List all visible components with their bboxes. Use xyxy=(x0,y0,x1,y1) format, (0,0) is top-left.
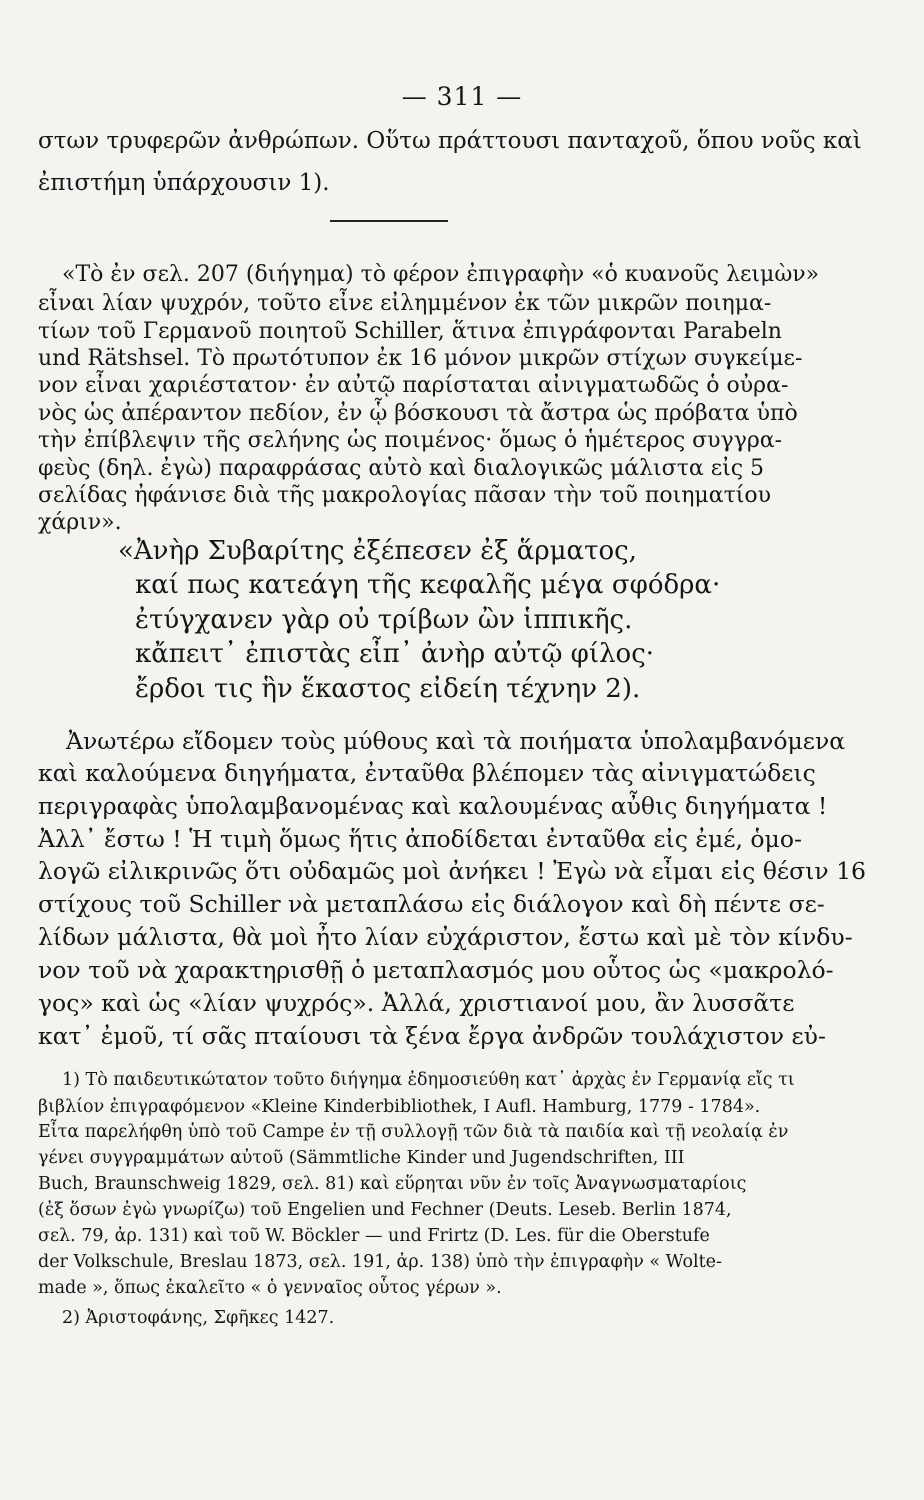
footnote-line: 2) Ἀριστοφάνης, Σφῆκες 1427. xyxy=(62,1308,335,1328)
text-line: νον εἶναι χαριέστατον· ἐν αὐτῷ παρίσταται αἰνιγματωδῶς ὁ οὐρα- xyxy=(38,373,789,398)
footnote-line: 1) Τὸ παιδευτικώτατον τοῦτο διήγημα ἐδημοσιεύθη κατ᾽ ἀρχὰς ἐν Γερμανίᾳ εἴς τι xyxy=(62,1070,795,1090)
section-divider xyxy=(330,220,448,222)
text-line: ἐπιστήμη ὑπάρχουσιν 1). xyxy=(38,170,330,196)
verse-line: κἄπειτ᾽ ἐπιστὰς εἶπ᾽ ἀνὴρ αὐτῷ φίλος· xyxy=(135,639,655,669)
text-line: χάριν». xyxy=(38,510,122,535)
text-line: λίδων μάλιστα, θὰ μοὶ ἦτο λίαν εὐχάριστον, ἔστω καὶ μὲ τὸν κίνδυ- xyxy=(38,923,853,951)
text-line: Ἀλλ᾽ ἔστω ! Ἡ τιμὴ ὅμως ἥτις ἀποδίδεται ἐνταῦθα εἰς ἐμέ, ὁμο- xyxy=(38,825,802,853)
text-line: νὸς ὡς ἀπέραντον πεδίον, ἐν ᾧ βόσκουσι τὰ ἄστρα ὡς πρόβατα ὑπὸ xyxy=(38,401,798,426)
text-line: στων τρυφερῶν ἀνθρώπων. Οὕτω πράττουσι πανταχοῦ, ὅπου νοῦς καὶ xyxy=(38,128,862,154)
verse-line: «Ἀνὴρ Συβαρίτης ἐξέπεσεν ἐξ ἅρματος, xyxy=(118,536,637,566)
footnote-line: (ἐξ ὅσων ἐγὼ γνωρίζω) τοῦ Engelien und Fechner (Deuts. Leseb. Berlin 1874, xyxy=(38,1200,732,1220)
text-line: κατ᾽ ἐμοῦ, τί σᾶς πταίουσι τὰ ξένα ἔργα ἀνδρῶν τουλάχιστον εὐ- xyxy=(38,1022,826,1050)
footnote-line: made », ὅπως ἐκαλεῖτο « ὁ γενναῖος οὗτος γέρων ». xyxy=(38,1278,502,1298)
footnote-line: βιβλίον ἐπιγραφόμενον «Kleine Kinderbibliothek, I Aufl. Hamburg, 1779 - 1784». xyxy=(38,1097,761,1117)
footnote-line: Buch, Braunschweig 1829, σελ. 81) καὶ εὕρηται νῦν ἐν τοῖς Ἀναγνωσματαρίοις xyxy=(38,1174,747,1194)
text-line: τὴν ἐπίβλεψιν τῆς σελήνης ὡς ποιμένος· ὅμως ὁ ἡμέτερος συγγρα- xyxy=(38,428,783,453)
footnote-line: γένει συγγραμμάτων αὐτοῦ (Sämmtliche Kinder und Jugendschriften, III xyxy=(38,1148,685,1168)
text-line: καὶ καλούμενα διηγήματα, ἐνταῦθα βλέπομεν τὰς αἰνιγματώδεις xyxy=(38,759,816,787)
text-line: περιγραφὰς ὑπολαμβανομένας καὶ καλουμένας αὖθις διηγήματα ! xyxy=(38,792,828,820)
text-line: λογῶ εἰλικρινῶς ὅτι οὐδαμῶς μοὶ ἀνήκει ! Ἐγὼ νὰ εἶμαι εἰς θέσιν 16 xyxy=(38,857,866,885)
verse-line: ἔρδοι τις ἣν ἕκαστος εἰδείη τέχνην 2). xyxy=(135,674,641,704)
text-line: «Τὸ ἐν σελ. 207 (διήγημα) τὸ φέρον ἐπιγραφὴν «ὁ κυανοῦς λειμὼν» xyxy=(62,262,820,287)
text-line: Ἀνωτέρω εἴδομεν τοὺς μύθους καὶ τὰ ποιήματα ὑπολαμβανόμενα xyxy=(66,727,846,755)
footnote-line: Εἶτα παρελήφθη ὑπὸ τοῦ Campe ἐν τῇ συλλογῇ τῶν διὰ τὰ παιδία καὶ τῇ νεολαίᾳ ἐν xyxy=(38,1122,789,1142)
text-line: und Rätshsel. Τὸ πρωτότυπον ἐκ 16 μόνον μικρῶν στίχων συγκείμε- xyxy=(38,346,803,371)
text-line: σελίδας ἠφάνισε διὰ τῆς μακρολογίας πᾶσαν τὴν τοῦ ποιηματίου xyxy=(38,483,771,508)
footnote-line: σελ. 79, ἀρ. 131) καὶ τοῦ W. Böckler — und Frirtz (D. Les. für die Oberstufe xyxy=(38,1226,710,1246)
text-line: νον τοῦ νὰ χαρακτηρισθῇ ὁ μεταπλασμός μου οὗτος ὡς «μακρολό- xyxy=(38,956,834,984)
footnote-line: der Volkschule, Breslau 1873, σελ. 191, ἀρ. 138) ὑπὸ τὴν ἐπιγραφὴν « Wolte- xyxy=(38,1252,722,1272)
verse-line: ἐτύγχανεν γὰρ οὐ τρίβων ὢν ἱππικῆς. xyxy=(135,605,633,635)
text-line: γος» καὶ ὡς «λίαν ψυχρός». Ἀλλά, χριστιανοί μου, ἂν λυσσᾶτε xyxy=(38,989,795,1017)
page-number: — 311 — xyxy=(401,82,523,111)
text-line: στίχους τοῦ Schiller νὰ μεταπλάσω εἰς διάλογον καὶ δὴ πέντε σε- xyxy=(38,890,825,918)
text-line: φεὺς (δηλ. ἐγὼ) παραφράσας αὐτὸ καὶ διαλογικῶς μάλιστα εἰς 5 xyxy=(38,456,765,481)
text-line: τίων τοῦ Γερμανοῦ ποιητοῦ Schiller, ἅτινα ἐπιγράφονται Parabeln xyxy=(38,319,782,344)
verse-line: καί πως κατεάγη τῆς κεφαλῆς μέγα σφόδρα· xyxy=(135,570,721,600)
text-line: εἶναι λίαν ψυχρόν, τοῦτο εἶνε εἰλημμένον ἐκ τῶν μικρῶν ποιημα- xyxy=(38,291,772,316)
